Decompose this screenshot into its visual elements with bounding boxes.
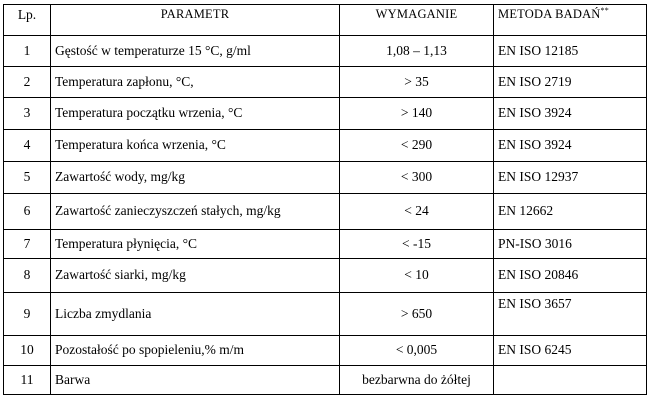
header-lp: Lp. xyxy=(4,5,51,36)
cell-requirement: < 24 xyxy=(340,194,494,230)
cell-lp: 8 xyxy=(4,259,51,293)
cell-requirement: > 35 xyxy=(340,67,494,98)
cell-requirement: > 650 xyxy=(340,293,494,336)
cell-method: EN 12662 xyxy=(494,194,647,230)
cell-lp: 9 xyxy=(4,293,51,336)
cell-lp: 3 xyxy=(4,98,51,130)
cell-parameter: Gęstość w temperaturze 15 °C, g/ml xyxy=(51,36,340,67)
table-row xyxy=(4,67,647,98)
cell-method: EN ISO 12185 xyxy=(494,36,647,67)
cell-requirement: bezbarwna do żółtej xyxy=(340,366,494,395)
cell-parameter: Pozostałość po spopieleniu,% m/m xyxy=(51,336,340,366)
header-method-label: METODA BADAŃ xyxy=(498,7,601,21)
cell-lp: 2 xyxy=(4,67,51,98)
cell-parameter: Barwa xyxy=(51,366,340,395)
table-row xyxy=(4,36,647,67)
cell-method xyxy=(494,366,647,395)
cell-parameter: Temperatura końca wrzenia, °C xyxy=(51,130,340,162)
cell-lp: 4 xyxy=(4,130,51,162)
cell-parameter: Liczba zmydlania xyxy=(51,293,340,336)
cell-method: PN-ISO 3016 xyxy=(494,230,647,259)
specification-table xyxy=(3,4,647,395)
table-row xyxy=(4,259,647,293)
cell-method: EN ISO 3657 xyxy=(494,293,647,336)
cell-lp: 7 xyxy=(4,230,51,259)
table-row xyxy=(4,130,647,162)
table-row xyxy=(4,194,647,230)
table-header-row xyxy=(4,5,647,36)
table-row xyxy=(4,230,647,259)
cell-lp: 10 xyxy=(4,336,51,366)
cell-lp: 11 xyxy=(4,366,51,395)
cell-requirement: 1,08 – 1,13 xyxy=(340,36,494,67)
cell-method: EN ISO 12937 xyxy=(494,162,647,194)
cell-requirement: < 0,005 xyxy=(340,336,494,366)
cell-requirement: < 290 xyxy=(340,130,494,162)
cell-parameter: Temperatura płynięcia, °C xyxy=(51,230,340,259)
cell-requirement: < -15 xyxy=(340,230,494,259)
cell-lp: 5 xyxy=(4,162,51,194)
header-parameter: PARAMETR xyxy=(51,5,340,36)
cell-method: EN ISO 2719 xyxy=(494,67,647,98)
header-method-footnote: ** xyxy=(600,5,609,15)
cell-requirement: < 300 xyxy=(340,162,494,194)
table-row xyxy=(4,162,647,194)
cell-parameter: Zawartość siarki, mg/kg xyxy=(51,259,340,293)
cell-lp: 6 xyxy=(4,194,51,230)
cell-method: EN ISO 3924 xyxy=(494,98,647,130)
header-requirement: WYMAGANIE xyxy=(340,5,494,36)
table-row xyxy=(4,98,647,130)
cell-parameter: Zawartość wody, mg/kg xyxy=(51,162,340,194)
table-row xyxy=(4,336,647,366)
cell-parameter: Temperatura początku wrzenia, °C xyxy=(51,98,340,130)
table-row xyxy=(4,293,647,336)
cell-lp: 1 xyxy=(4,36,51,67)
cell-method: EN ISO 3924 xyxy=(494,130,647,162)
cell-method: EN ISO 6245 xyxy=(494,336,647,366)
table-row xyxy=(4,366,647,395)
cell-requirement: < 10 xyxy=(340,259,494,293)
cell-parameter: Temperatura zapłonu, °C, xyxy=(51,67,340,98)
cell-requirement: > 140 xyxy=(340,98,494,130)
cell-parameter: Zawartość zanieczyszczeń stałych, mg/kg xyxy=(51,194,340,230)
cell-method: EN ISO 20846 xyxy=(494,259,647,293)
header-method xyxy=(494,5,647,36)
